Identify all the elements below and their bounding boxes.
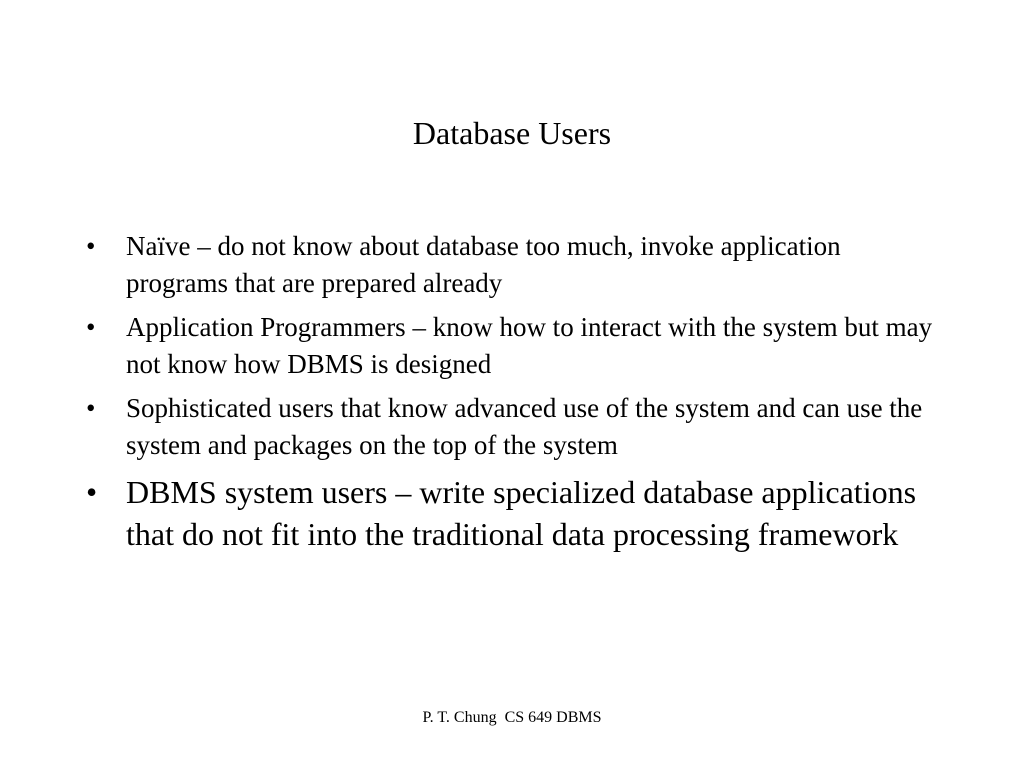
bullet-text: Sophisticated users that know advanced use of the system and can use the system and packages on the top of the system bbox=[126, 393, 923, 460]
bullet-item-naive bbox=[86, 228, 946, 302]
bullet-dot: • bbox=[86, 474, 98, 510]
bullet-text: Naïve – do not know about database too much, invoke application programs that are prepared already bbox=[126, 231, 841, 298]
slide-footer: P. T. Chung CS 649 DBMS bbox=[422, 709, 602, 726]
bullet-dot: • bbox=[86, 312, 96, 342]
bullet-item-dbms-system-users bbox=[86, 471, 946, 555]
bullet-text: Application Programmers – know how to interact with the system but may not know how DBMS is designed bbox=[126, 312, 933, 379]
bullet-text: DBMS system users – write specialized database applications that do not fit into the traditional data processing framework bbox=[126, 474, 917, 552]
bullet-dot: • bbox=[86, 231, 96, 261]
bullet-item-application-programmers bbox=[86, 309, 946, 383]
bullet-dot: • bbox=[86, 393, 96, 423]
bullet-item-sophisticated-users bbox=[86, 390, 946, 464]
slide-title: Database Users bbox=[412, 115, 612, 151]
bullet-list bbox=[86, 228, 946, 555]
